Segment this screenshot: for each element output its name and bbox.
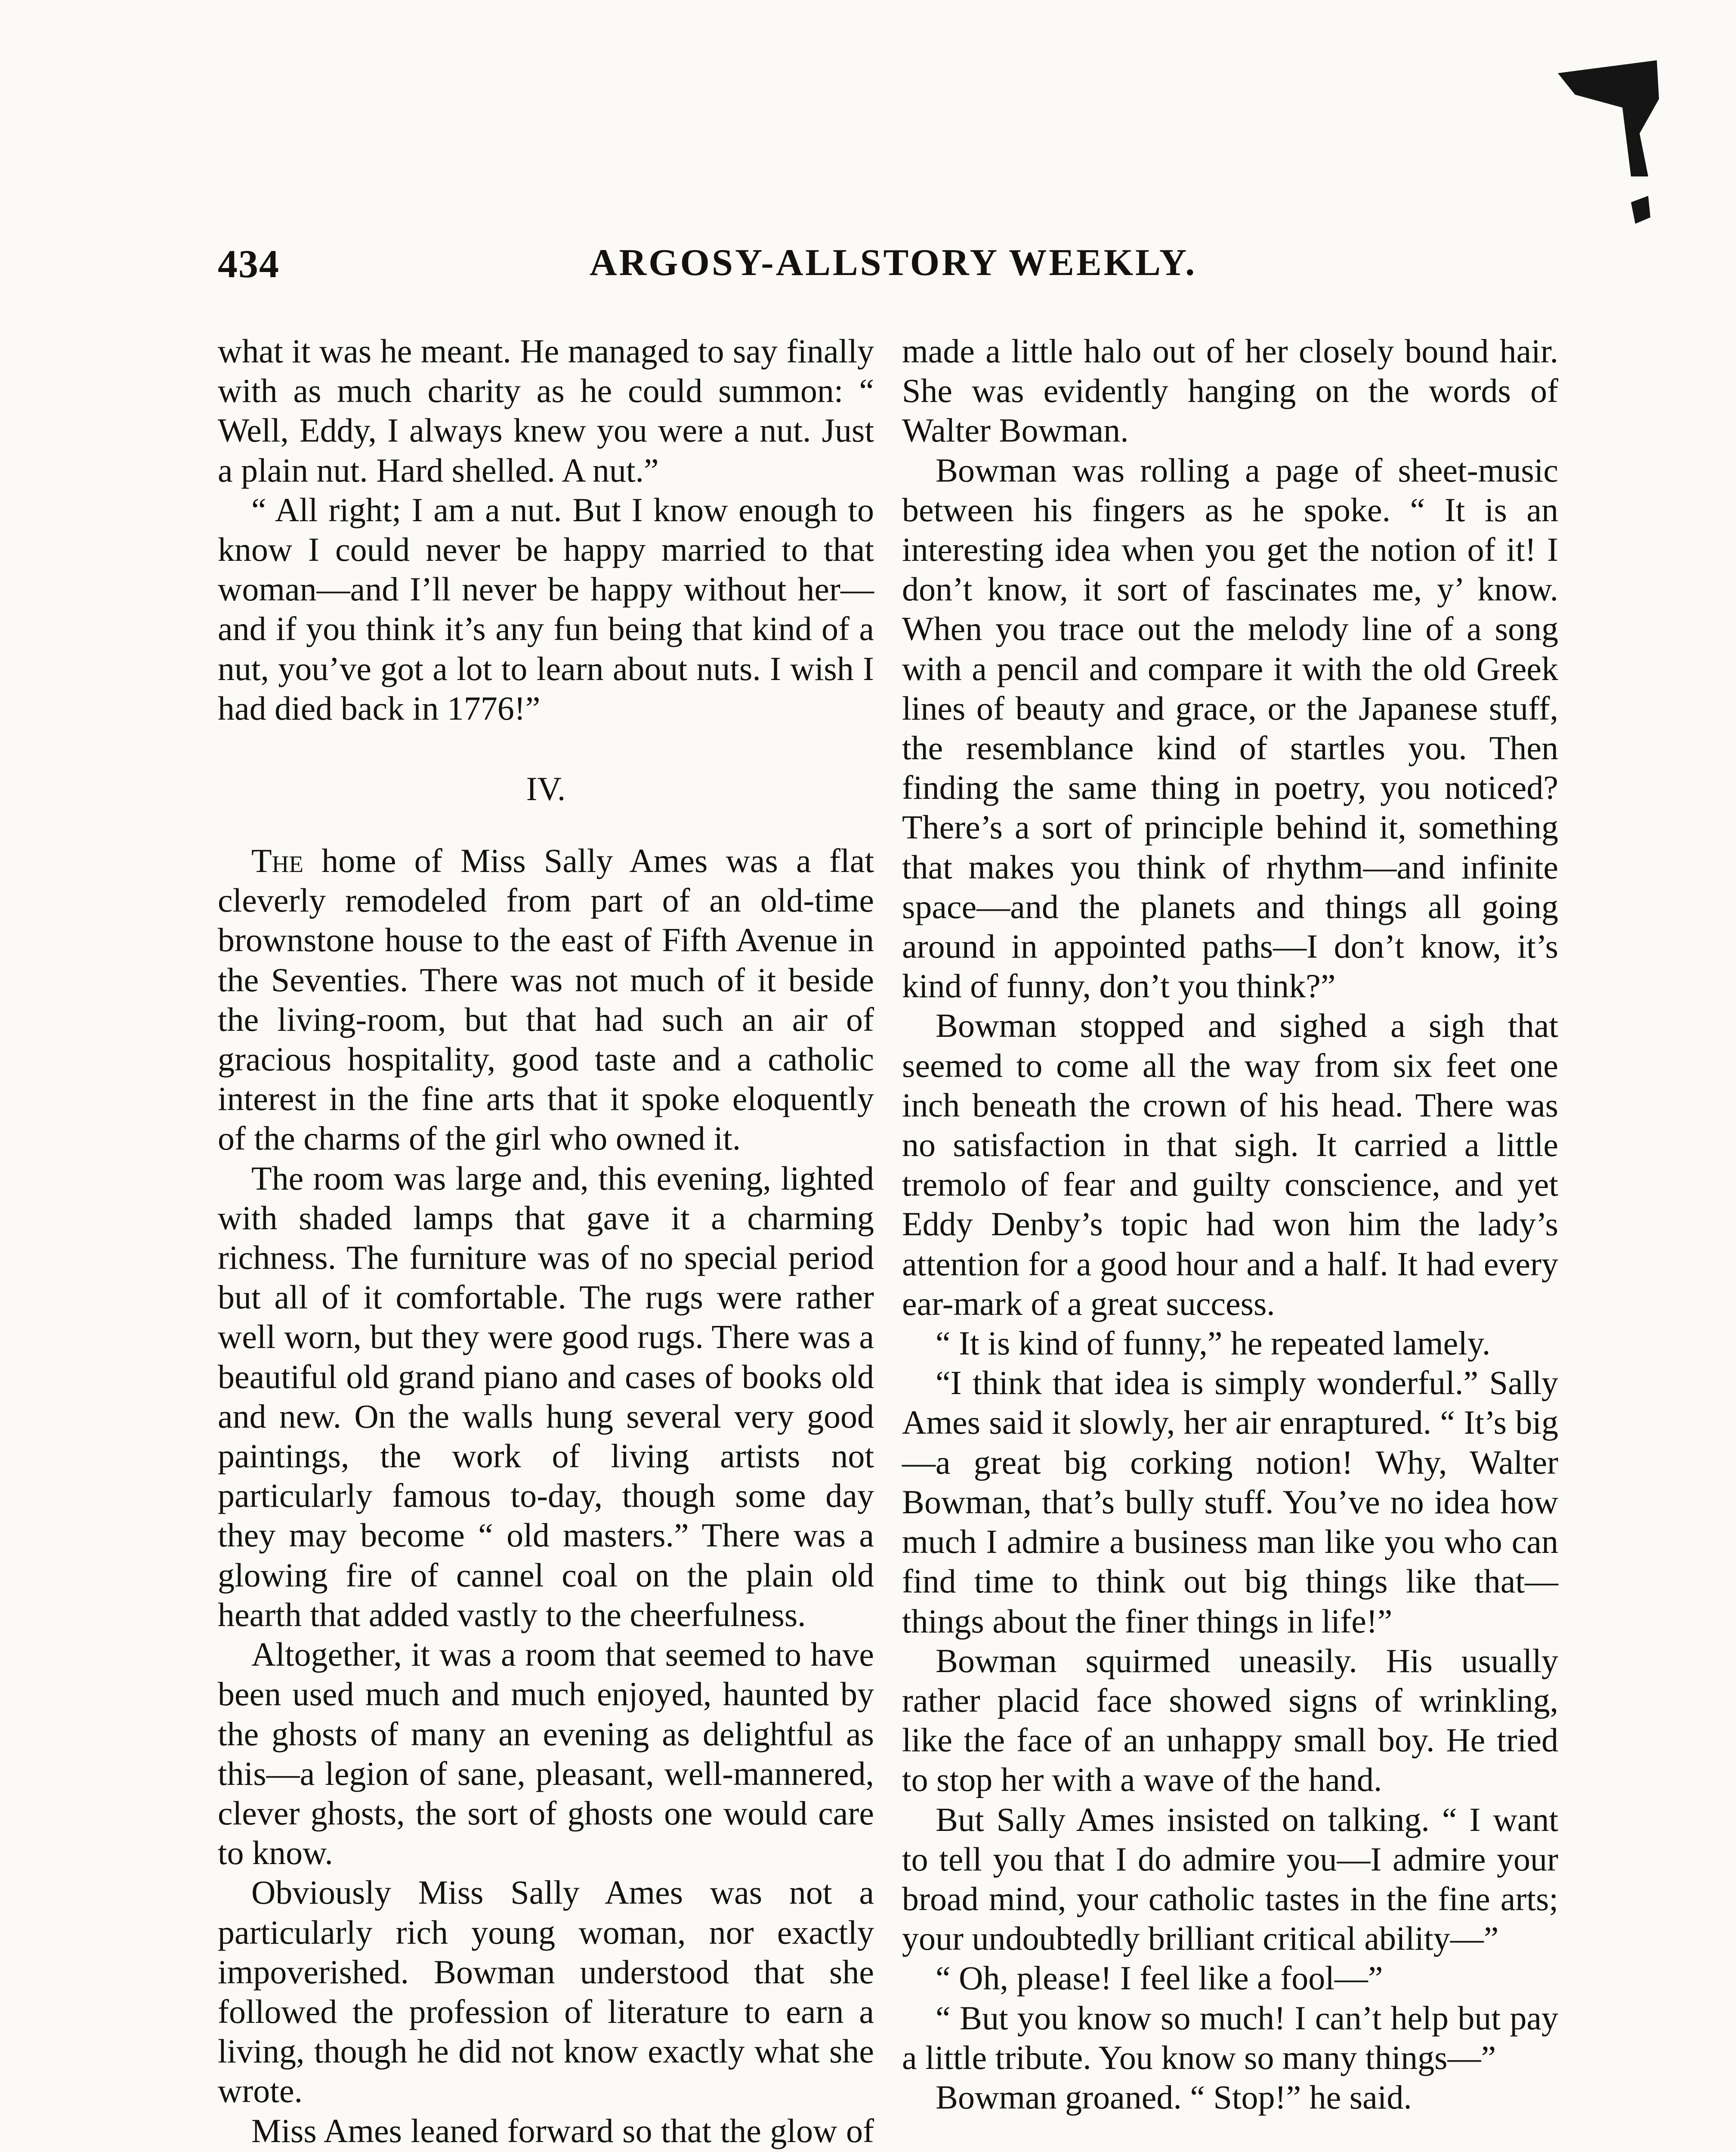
paragraph: “ All right; I am a nut. But I know enough to know I could never be happy married to that woman—and I’ll never be happy without her—and if you think it’s any fun being that kind of a nut, you’ve got a lot to learn about nuts. I wish I had died back in 1776!” xyxy=(218,491,874,727)
paragraph: Bowman groaned. “ Stop!” he said. xyxy=(936,2078,1412,2116)
page-number: 434 xyxy=(218,242,280,286)
dropcap-word: The xyxy=(251,842,303,880)
paragraph-text: home of Miss Sally Ames was a flat cleverly remodeled from part of an old-time brownstone house to the east of Fifth Avenue in the Seventies. There was not much of it beside the living-room, but that had such an air of gracious hospitality, good taste and a catholic interest in the fine arts that it spoke eloquently of the charms of the girl who owned it. xyxy=(218,842,874,1157)
paragraph: Miss Ames leaned forward so that the glow of xyxy=(251,2112,874,2149)
paragraph: Obviously Miss Sally Ames was not a particularly rich young woman, nor exactly impoverished. Bowman understood that she followed the profession of literature to earn a living, though he did not know exactly what she wrote. xyxy=(218,1874,874,2110)
paragraph: “ But you know so much! I can’t help but pay a little tribute. You know so many things—” xyxy=(902,1999,1558,2076)
paragraph: The room was large and, this evening, lighted with shaded lamps that gave it a charming richness. The furniture was of no special period but all of it comfortable. The rugs were rather well worn, but they were good rugs. There was a beautiful old grand piano and cases of books old and new. On the walls hung several very good paintings, the work of living artists not particularly famous to-day, though some day they may become “ old masters.” There was a glowing fire of cannel coal on the plain old hearth that added vastly to the cheerfulness. xyxy=(218,1159,874,1633)
paragraph: “ Oh, please! I feel like a fool—” xyxy=(936,1959,1383,1997)
paragraph: what it was he meant. He managed to say finally with as much charity as he could summon: “ Well, Eddy, I always knew you were a nut. Just a plain nut. Hard shelled. A nut.” xyxy=(218,332,874,489)
scan-smudge-icon xyxy=(1549,47,1661,228)
paragraph: But Sally Ames insisted on talking. “ I want to tell you that I do admire you—I admire your broad mind, your catholic tastes in the fine arts; your undoubtedly brilliant critical ability—” xyxy=(902,1800,1558,1957)
running-title: ARGOSY-ALLSTORY WEEKLY. xyxy=(590,242,1197,284)
paragraph: “I think that idea is simply wonderful.” Sally Ames said it slowly, her air enraptured. “ It’s big—a great big corking notion! Why, Walter Bowman, that’s bully stuff. You’ve no idea how much I admire a business man like you who can find time to think out big things like that—things about the finer things in life!” xyxy=(902,1364,1558,1640)
left-column xyxy=(218,331,874,2152)
page-header xyxy=(0,241,1736,301)
right-column xyxy=(902,331,1558,2117)
paragraph xyxy=(218,841,874,1159)
paragraph: made a little halo out of her closely bound hair. She was evidently hanging on the words of Walter Bowman. xyxy=(902,332,1558,449)
paragraph: “ It is kind of funny,” he repeated lamely. xyxy=(936,1324,1491,1362)
section-heading: IV. xyxy=(526,770,566,808)
paragraph: Bowman squirmed uneasily. His usually rather placid face showed signs of wrinkling, like the face of an unhappy small boy. He tried to stop her with a wave of the hand. xyxy=(902,1642,1558,1799)
paragraph: Bowman stopped and sighed a sigh that seemed to come all the way from six feet one inch beneath the crown of his head. There was no satisfaction in that sigh. It carried a little tremolo of fear and guilty conscience, and yet Eddy Denby’s topic had won him the lady’s attention for a good hour and a half. It had every ear-mark of a great success. xyxy=(902,1007,1558,1322)
paragraph: Bowman was rolling a page of sheet-music between his fingers as he spoke. “ It is an interesting idea when you get the notion of it! I don’t know, it sort of fascinates me, y’ know. When you trace out the melody line of a song with a pencil and compare it with the old Greek lines of beauty and grace, or the Japanese stuff, the resemblance kind of startles you. Then finding the same thing in poetry, you noticed? There’s a sort of principle behind it, something that makes you think of rhythm—and infinite space—and the planets and things all going around in appointed paths—I don’t know, it’s kind of funny, don’t you think?” xyxy=(902,451,1558,1005)
paragraph: Altogether, it was a room that seemed to have been used much and much enjoyed, haunted by the ghosts of many an evening as delightful as this—a legion of sane, pleasant, well-mannered, clever ghosts, the sort of ghosts one would care to know. xyxy=(218,1636,874,1872)
